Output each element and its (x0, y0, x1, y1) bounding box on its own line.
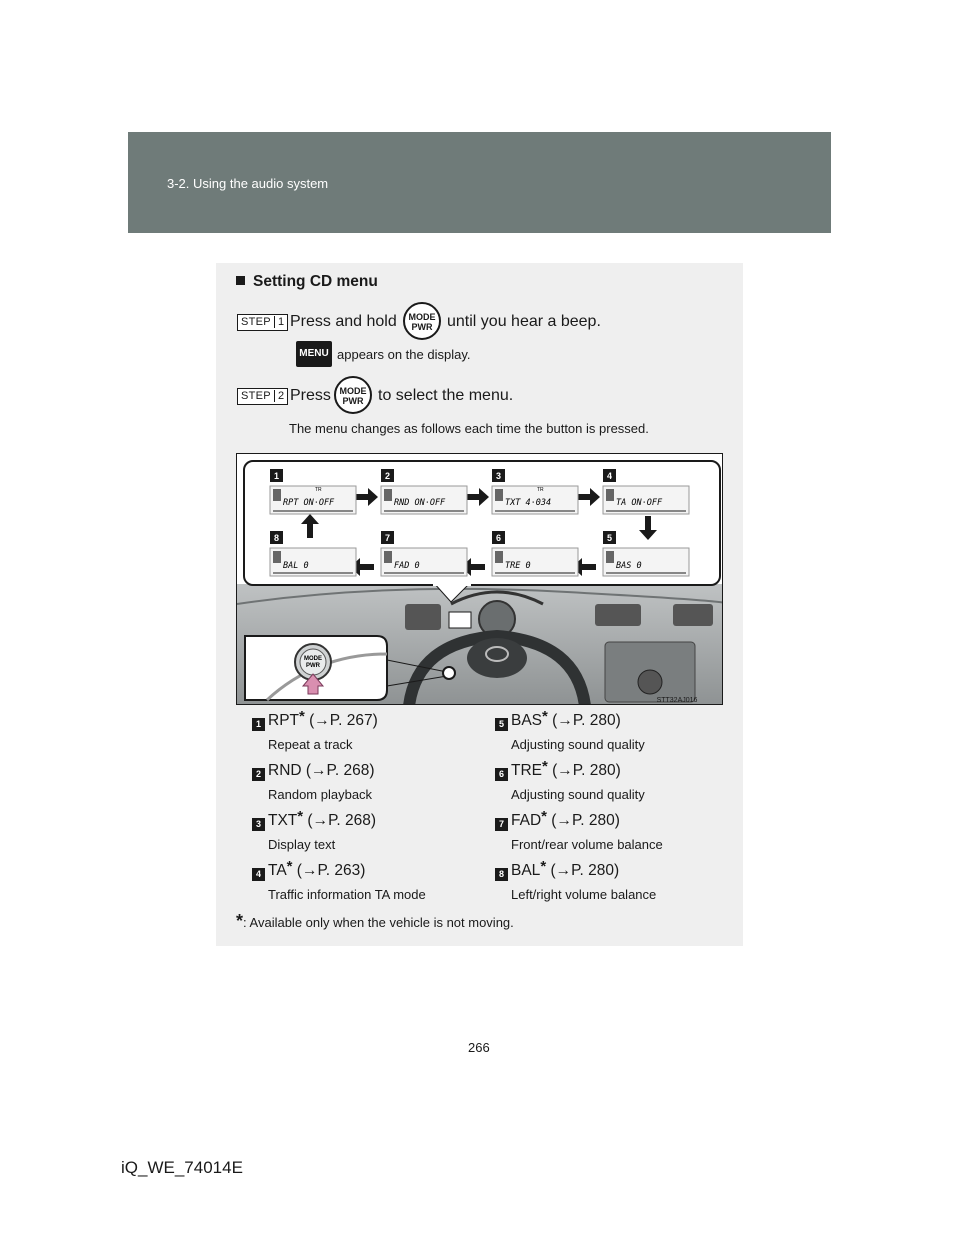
item-num-2: 2 (252, 768, 265, 781)
dash-vent-center (595, 604, 641, 626)
item-label-ta: TA* (→P. 263) (268, 858, 366, 879)
callout-join (433, 580, 471, 586)
item-desc-txt: Display text (268, 837, 336, 852)
step2-text-after: to select the menu. (378, 387, 514, 404)
steering-hub (467, 638, 527, 678)
step1-badge (237, 314, 288, 331)
svg-text:TR: TR (315, 487, 322, 493)
item-label-txt: TXT* (→P. 268) (268, 808, 377, 829)
item-num-5: 5 (495, 718, 508, 731)
step1-text-before: Press and hold (290, 313, 397, 330)
item-label-rpt: RPT* (→P. 267) (268, 708, 378, 729)
item-num-1: 1 (252, 718, 265, 731)
item-label-fad: FAD* (→P. 280) (511, 808, 620, 829)
illus-num-5-text: 5 (606, 533, 613, 543)
illus-num-2-text: 2 (384, 471, 391, 481)
illus-num-4-text: 4 (606, 471, 613, 481)
step2-text-before: Press (290, 387, 331, 404)
illus-num-6-text: 6 (495, 533, 502, 543)
lcd-display-8 (270, 548, 356, 576)
mode-label: MODE (408, 312, 436, 322)
footnote-star: * (236, 911, 244, 931)
item-num-3: 3 (252, 818, 265, 831)
menu-note: appears on the display. (337, 347, 471, 362)
change-note: The menu changes as follows each time the button is pressed. (289, 421, 649, 436)
mode-pwr-button-icon (334, 376, 372, 414)
svg-text:RPT ON⋅OFF: RPT ON⋅OFF (283, 498, 335, 508)
mode-label: MODE (339, 386, 367, 396)
zoom-pwr-label: PWR (306, 663, 320, 669)
dash-vent-left (405, 604, 441, 630)
lcd-display-6 (492, 548, 578, 576)
illus-num-3-text: 3 (495, 471, 502, 481)
step1-badge-label: STEP (241, 316, 271, 328)
zoom-target (443, 667, 455, 679)
item-label-tre: TRE* (→P. 280) (511, 758, 621, 779)
footnote-text: : Available only when the vehicle is not moving. (243, 915, 514, 930)
pwr-label: PWR (342, 396, 364, 406)
item-desc-fad: Front/rear volume balance (511, 837, 663, 852)
item-num-4: 4 (252, 868, 265, 881)
item-desc-bal: Left/right volume balance (511, 887, 657, 902)
lcd-display-1 (270, 486, 356, 514)
illus-num-8-text: 8 (273, 533, 280, 543)
item-label-bas: BAS* (→P. 280) (511, 708, 621, 729)
svg-text:TA ON⋅OFF: TA ON⋅OFF (616, 498, 663, 508)
item-num-7: 7 (495, 818, 508, 831)
step2-badge-label: STEP (241, 390, 271, 402)
lcd-display-7 (381, 548, 467, 576)
heading-text: Setting CD menu (253, 273, 378, 290)
page-number: 266 (468, 1040, 490, 1055)
svg-text:BAS 0: BAS 0 (616, 561, 642, 571)
svg-text:RND ON⋅OFF: RND ON⋅OFF (394, 498, 446, 508)
zoom-mode-label: MODE (304, 656, 322, 662)
step2-badge-num: 2 (274, 390, 284, 402)
item-label-bal: BAL* (→P. 280) (511, 858, 620, 879)
footnote (236, 911, 514, 932)
svg-text:TXT 4⋅034: TXT 4⋅034 (505, 498, 552, 508)
pwr-label: PWR (411, 322, 433, 332)
document-code: iQ_WE_74014E (121, 1158, 243, 1177)
illus-num-1-text: 1 (273, 471, 280, 481)
menu-illustration (236, 453, 723, 705)
svg-text:BAL 0: BAL 0 (283, 561, 309, 571)
item-desc-tre: Adjusting sound quality (511, 787, 645, 802)
mode-pwr-button-icon (403, 302, 441, 340)
item-num-6: 6 (495, 768, 508, 781)
svg-text:TRE 0: TRE 0 (505, 561, 531, 571)
item-desc-rnd: Random playback (268, 787, 373, 802)
item-num-8: 8 (495, 868, 508, 881)
illustration-code: STT32AJ016 (656, 697, 698, 704)
lcd-display-4 (603, 486, 689, 514)
lcd-display-2 (381, 486, 467, 514)
step1-text-after: until you hear a beep. (447, 313, 601, 330)
section-header (128, 132, 831, 233)
step2-badge (237, 388, 288, 405)
item-label-rnd: RND (→P. 268) (268, 762, 375, 779)
svg-text:FAD 0: FAD 0 (394, 561, 420, 571)
svg-text:TR: TR (537, 487, 544, 493)
zoom-mode-button-face (300, 649, 326, 675)
audio-knob (638, 670, 662, 694)
section-title: 3-2. Using the audio system (167, 176, 329, 191)
item-desc-bas: Adjusting sound quality (511, 737, 645, 752)
panel-heading (236, 273, 378, 291)
lcd-display-3 (492, 486, 578, 514)
item-desc-rpt: Repeat a track (268, 737, 353, 752)
display-location (449, 612, 471, 628)
illus-num-7-text: 7 (384, 533, 391, 543)
menu-icon: MENU (296, 341, 332, 367)
bullet-square-icon (236, 276, 245, 285)
dash-vent-right (673, 604, 713, 626)
illustration-svg (237, 454, 723, 705)
item-desc-ta: Traffic information TA mode (268, 887, 426, 902)
lcd-display-5 (603, 548, 689, 576)
step1-badge-num: 1 (274, 316, 284, 328)
